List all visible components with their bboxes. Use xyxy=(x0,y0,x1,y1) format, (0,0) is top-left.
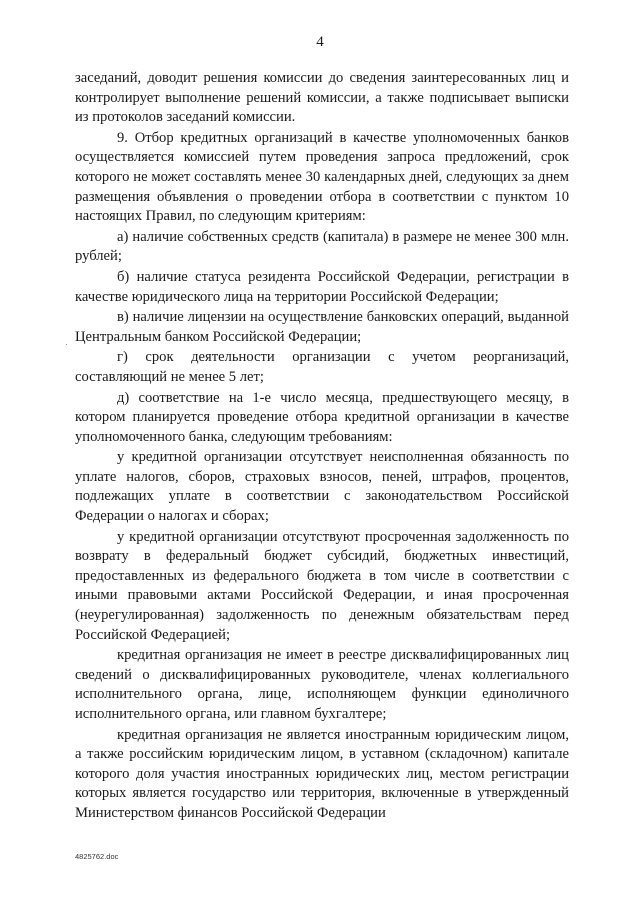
paragraph: в) наличие лицензии на осуществление банковских операций, выданной Центральным банком Российской Федерации; xyxy=(75,309,569,345)
paragraph: заседаний, доводит решения комиссии до сведения заинтересованных лиц и контролирует выполнение решений комиссии, а также подписывает выписки из протоколов заседаний комиссии. xyxy=(75,70,569,126)
paragraph: кредитная организация не имеет в реестре дисквалифицированных лиц сведений о дисквалифицированных руководителе, членах коллегиального исполнительного органа, лице, исполняющем функции единоличного исполнительного органа, или главном бухгалтере; xyxy=(75,647,569,722)
page-number: 4 xyxy=(316,34,324,50)
document-code: 4825762.doc xyxy=(75,852,119,861)
document-body xyxy=(75,69,569,825)
margin-mark xyxy=(66,344,67,345)
paragraph: у кредитной организации отсутствуют просроченная задолженность по возврату в федеральный бюджет субсидий, бюджетных инвестиций, предоставленных из федерального бюджета в том числе в соответствии с иными правовыми актами Российской Федерации, и иная просроченная (неурегулированная) задолженность по денежным обязательствам перед Российской Федерацией; xyxy=(75,528,569,643)
paragraph: б) наличие статуса резидента Российской Федерации, регистрации в качестве юридического лица на территории Российской Федерации; xyxy=(75,268,569,305)
paragraph: 9. Отбор кредитных организаций в качестве уполномоченных банков осуществляется комиссией путем проведения запроса предложений, срок которого не может составлять менее 30 календарных дней, следующих за днем размещения объявления о проведении отбора в соответствии с пунктом 10 настоящих Правил, по следующим критериям: xyxy=(75,129,569,225)
paragraph: а) наличие собственных средств (капитала) в размере не менее 300 млн. рублей; xyxy=(75,228,569,265)
paragraph: у кредитной организации отсутствует неисполненная обязанность по уплате налогов, сборов, страховых взносов, пеней, штрафов, процентов, подлежащих уплате в соответствии с законодательством Российской Федерации о налогах и сборах; xyxy=(75,449,569,525)
paragraph: г) срок деятельности организации с учетом реорганизаций, составляющий не менее 5 лет; xyxy=(75,349,569,385)
paragraph: кредитная организация не является иностранным юридическим лицом, а также российским юридическим лицом, в уставном (складочном) капитале которого доля участия иностранных юридических лиц, местом регистрации которых является государство или территория, включенные в утвержденный Министерством финансов Российской Федерации xyxy=(75,726,569,821)
paragraph: д) соответствие на 1-е число месяца, предшествующего месяцу, в котором планируется проведение отбора кредитной организации в качестве уполномоченного банка, следующим требованиям: xyxy=(75,389,569,445)
